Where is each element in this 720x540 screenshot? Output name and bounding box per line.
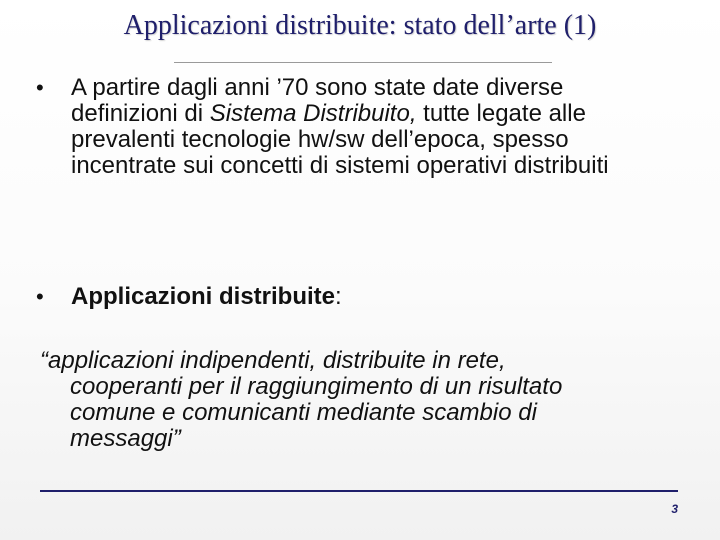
bullet-strong: Applicazioni distribuite: [71, 283, 336, 310]
quote-line: cooperanti per il raggiungimento di un risultato: [70, 373, 563, 400]
slide-title: Applicazioni distribuite: stato dell’arte (1): [123, 10, 597, 41]
bullet-icon: •: [36, 75, 44, 100]
quote-line: “applicazioni indipendenti, distribuite in rete,: [40, 347, 506, 374]
bullet-item-definitions: [36, 75, 676, 179]
bullet-icon: •: [36, 284, 44, 309]
bullet-text: [71, 75, 676, 179]
bullet-text-end: tutte legate alle prevalenti tecnologie hw/sw dell’epoca, spesso incentrate sui concetti di sistemi operativi distribuiti: [71, 100, 609, 179]
definition-quote: [40, 348, 680, 452]
page-number: 3: [671, 502, 678, 516]
bullet-item-applications: [36, 284, 676, 310]
footer-divider: [40, 490, 678, 492]
bullet-emphasis: Sistema Distribuito,: [209, 100, 417, 127]
quote-line: messaggi”: [70, 425, 181, 452]
bullet-text-end: :: [335, 283, 342, 310]
bullet-text-start: A partire dagli anni ’70 sono state date diverse definizioni di: [71, 74, 564, 127]
quote-line: comune e comunicanti mediante scambio di: [70, 399, 537, 426]
title-underline: [174, 62, 552, 63]
bullet-text: [71, 284, 676, 310]
